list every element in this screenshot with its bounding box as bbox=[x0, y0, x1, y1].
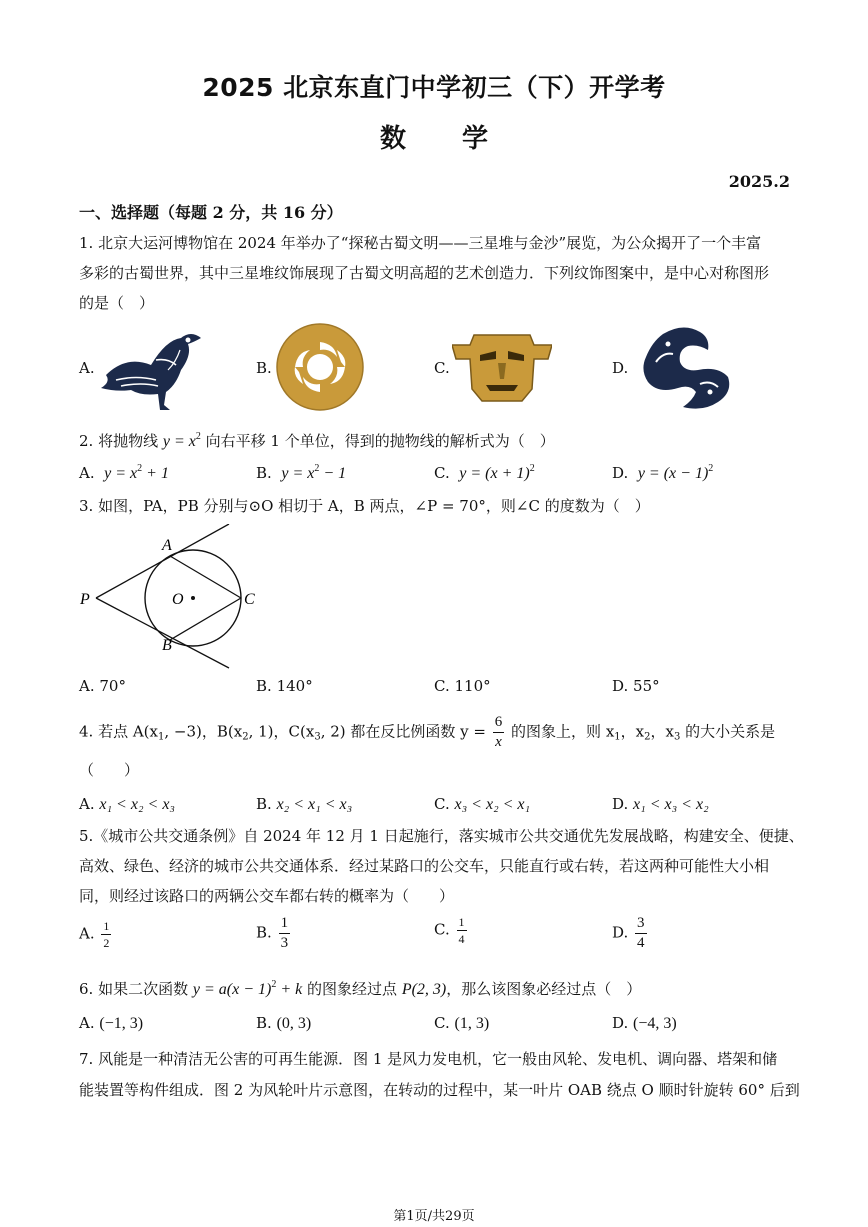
q3-option-a: A. 70° bbox=[79, 677, 126, 695]
bird-pattern-image bbox=[96, 320, 211, 412]
q3-tangent-circle-figure bbox=[76, 524, 266, 674]
q2-option-b: B. $y = x^2 - 1$ bbox=[256, 463, 347, 482]
page-title: 2025 北京东直门中学初三（下）开学考 bbox=[202, 73, 666, 102]
q1-option-c-label: C. bbox=[434, 359, 450, 377]
dragon-pattern-image bbox=[638, 322, 733, 412]
q7-line-1: 7. 风能是一种清洁无公害的可再生能源．图 1 是风力发电机，它一般由风轮、发电机、调向器、塔架和储 bbox=[79, 1050, 778, 1068]
subject-char-2: 学 bbox=[462, 124, 489, 154]
q5-option-b: B. $\frac{1}{3}$ bbox=[256, 915, 289, 951]
q1-line-2: 多彩的古蜀世界，其中三星堆纹饰展现了古蜀文明高超的艺术创造力．下列纹饰图案中，是中心对称图形 bbox=[79, 264, 770, 282]
q1-option-a-label: A. bbox=[79, 359, 95, 377]
q3-option-c: C. 110° bbox=[434, 677, 491, 695]
q2-option-d: D. $y = (x - 1)^2$ bbox=[612, 463, 714, 482]
q6-option-c: C. (1, 3) bbox=[434, 1014, 490, 1032]
q6-option-d: D. (−4, 3) bbox=[612, 1014, 677, 1032]
q2-stem: 2. 将抛物线 $y = x^2$ 向右平移 1 个单位，得到的抛物线的解析式为（ ） bbox=[79, 431, 555, 450]
subject-heading bbox=[0, 118, 868, 155]
q2-option-a: A. $y = x^2 + 1$ bbox=[79, 463, 169, 482]
q5-line-1: 5.《城市公共交通条例》自 2024 年 12 月 1 日起施行，落实城市公共交通优先发展战略，构建安全、便捷、 bbox=[79, 827, 804, 845]
q2-stem-start: 2. 将抛物线 bbox=[79, 432, 159, 450]
q1-line-1: 1. 北京大运河博物馆在 2024 年举办了“探秘古蜀文明——三星堆与金沙”展览，为公众揭开了一个丰富 bbox=[79, 234, 762, 252]
subject-char-1: 数 bbox=[379, 124, 406, 154]
q2-option-c: C. $y = (x + 1)^2$ bbox=[434, 463, 535, 482]
q4-fraction: $\frac{6}{x}$ bbox=[494, 714, 503, 750]
q4-blank: （ ） bbox=[79, 761, 140, 779]
q3-label-c: C bbox=[244, 591, 255, 608]
q4-option-b: B. x₂ < x₁ < x₃ bbox=[256, 795, 353, 813]
q6-option-b: B. (0, 3) bbox=[256, 1014, 312, 1032]
q3-label-a: A bbox=[162, 537, 172, 554]
q1-option-b-label: B. bbox=[256, 359, 272, 377]
q3-label-p: P bbox=[80, 591, 90, 608]
q2-stem-formula: y = x bbox=[162, 433, 196, 450]
q5-option-c: C. $\frac{1}{4}$ bbox=[434, 915, 465, 946]
q6-stem: 6. 如果二次函数 $y = a(x - 1)^2 + k$ 的图象经过点 P(2, 3)，那么该图象必经过点（ ） bbox=[79, 979, 642, 998]
q1-option-d-label: D. bbox=[612, 359, 629, 377]
page-footer: 第1页/共29页 bbox=[393, 1209, 475, 1224]
section-heading: 一、选择题（每题 2 分，共 16 分） bbox=[79, 203, 343, 222]
q4-option-c: C. x₃ < x₂ < x₁ bbox=[434, 795, 531, 813]
exam-date: 2025.2 bbox=[728, 172, 790, 191]
q5-option-a: A. $\frac{1}{2}$ bbox=[79, 919, 110, 950]
q5-option-d: D. $\frac{3}{4}$ bbox=[612, 915, 645, 951]
q3-label-b: B bbox=[162, 637, 172, 654]
q6-option-a: A. (−1, 3) bbox=[79, 1014, 144, 1032]
q3-label-o: O bbox=[172, 591, 184, 608]
bronze-mask-image bbox=[452, 327, 552, 407]
q3-option-b: B. 140° bbox=[256, 677, 313, 695]
q4-option-d: D. x₁ < x₃ < x₂ bbox=[612, 795, 709, 813]
q4-stem: 4. 若点 $A(x_1$, −3)，$B(x_2$, 1)，$C(x_3$, 2) 都在反比例函数 y = $\frac{6}{x}$ 的图象上，则 $x_1$，$x_2$，$x_3$ 的大小关系是 bbox=[79, 714, 776, 750]
q3-stem: 3. 如图，PA，PB 分别与⊙O 相切于 A，B 两点，∠P = 70°，则∠C 的度数为（ ） bbox=[79, 497, 650, 515]
q2-stem-end: 向右平移 1 个单位，得到的抛物线的解析式为（ ） bbox=[205, 432, 555, 450]
q7-line-2: 能装置等构件组成．图 2 为风轮叶片示意图，在转动的过程中，某一叶片 OAB 绕点 O 顺时针旋转 60° 后到 bbox=[79, 1081, 800, 1099]
q5-line-3: 同，则经过该路口的两辆公交车都右转的概率为（ ） bbox=[79, 887, 455, 905]
q3-option-d: D. 55° bbox=[612, 677, 660, 695]
q5-line-2: 高效、绿色、经济的城市公共交通体系．经过某路口的公交车，只能直行或右转，若这两种可能性大小相 bbox=[79, 857, 770, 875]
q1-line-3: 的是（ ） bbox=[79, 294, 155, 312]
sun-bird-disc-image bbox=[275, 322, 365, 412]
q4-option-a: A. x₁ < x₂ < x₃ bbox=[79, 795, 175, 813]
